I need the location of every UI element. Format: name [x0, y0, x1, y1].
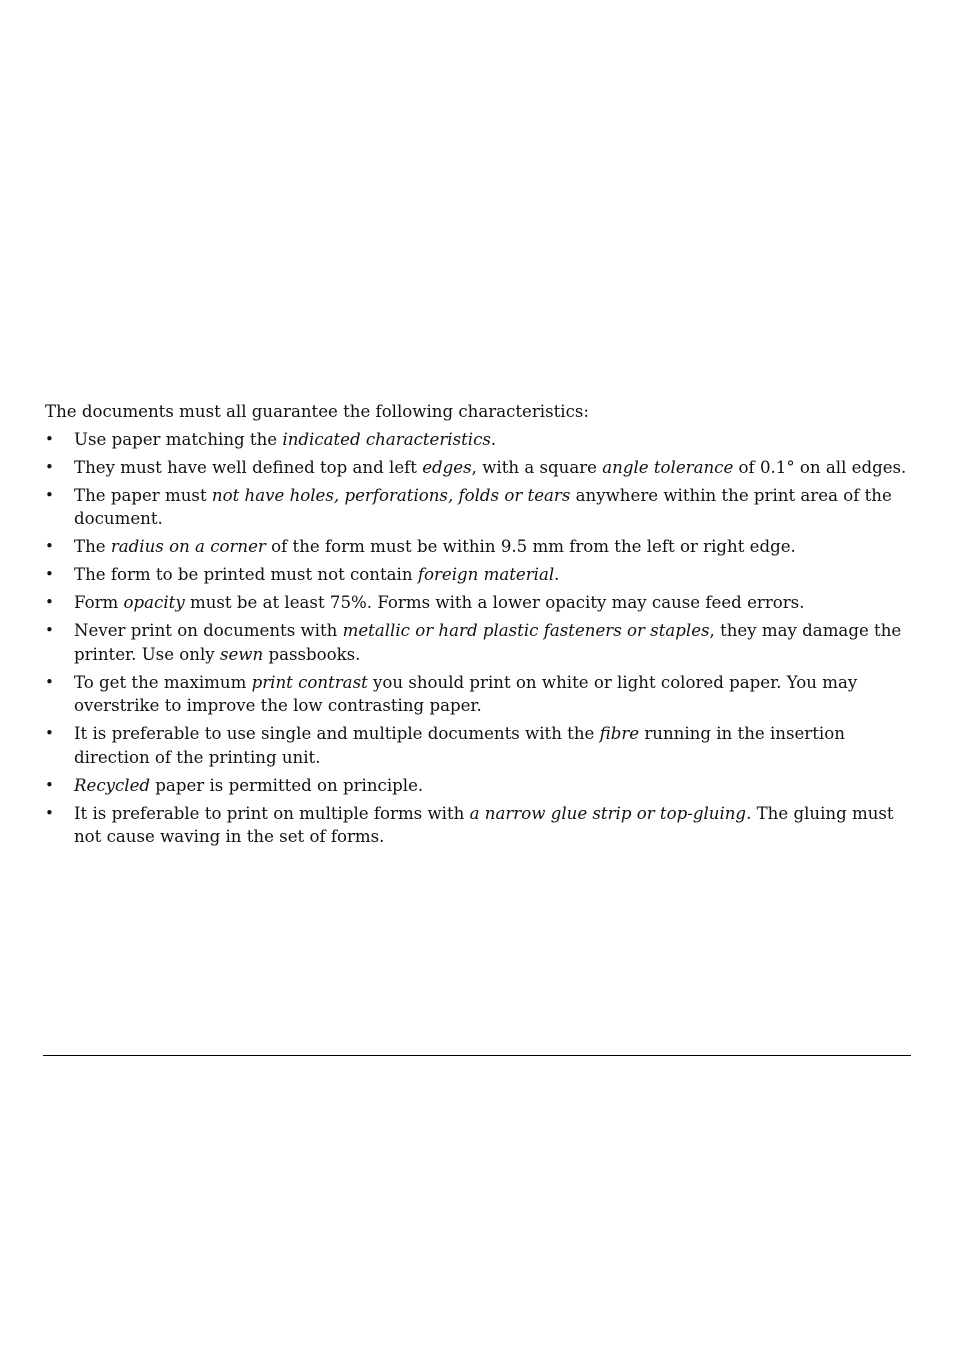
text-run: The form to be printed must not contain: [74, 565, 418, 584]
list-item-text: [74, 458, 906, 477]
list-item-text: [74, 673, 857, 716]
list-item-text: [74, 593, 804, 612]
text-run: It is preferable to use single and multiple documents with the: [74, 724, 600, 743]
list-item: [45, 591, 913, 615]
text-run: you should print on white or light colored paper. You may overstrike to improve the low contrasting paper.: [74, 672, 858, 715]
document-body: [45, 400, 913, 853]
text-run: It is preferable to print on multiple forms with: [74, 803, 470, 823]
text-run: paper is permitted on principle.: [150, 775, 424, 795]
list-item: [45, 774, 913, 798]
list-item: [45, 722, 913, 769]
bullet-icon: •: [45, 621, 54, 639]
text-run: . The gluing must not cause waving in the set of forms.: [74, 803, 894, 846]
list-item-text: [74, 724, 845, 767]
emphasis-text: indicated characteristics: [282, 429, 491, 449]
footer-divider: [43, 1055, 911, 1056]
bullet-icon: •: [45, 457, 54, 476]
emphasis-text: edges: [422, 457, 472, 477]
list-item-text: [74, 486, 892, 529]
list-item-text: [74, 565, 559, 584]
text-run: , with a square: [471, 457, 603, 477]
emphasis-text: fibre: [599, 724, 640, 743]
text-run: running in the insertion direction of the printing unit.: [74, 724, 845, 767]
list-item: [45, 535, 913, 559]
intro-paragraph: The documents must all guarantee the following characteristics:: [45, 402, 589, 421]
bullet-icon: •: [45, 775, 54, 794]
list-item: [45, 619, 913, 666]
text-run: of the form must be within 9.5 mm from the left or right edge.: [265, 537, 796, 556]
emphasis-text: angle tolerance: [602, 457, 734, 477]
text-run: anywhere within the print area of the document.: [74, 485, 892, 528]
emphasis-text: Recycled: [74, 775, 151, 795]
list-item-text: [74, 776, 423, 795]
text-run: Form: [74, 593, 124, 612]
text-run: .: [490, 429, 497, 449]
emphasis-text: metallic or hard plastic fasteners or staples: [342, 621, 710, 640]
emphasis-text: a narrow glue strip or top-gluing: [469, 803, 747, 823]
emphasis-text: print contrast: [251, 672, 368, 692]
list-item: [45, 428, 913, 452]
bullet-icon: •: [45, 565, 54, 583]
bullet-icon: •: [45, 803, 54, 822]
text-run: Never print on documents with: [74, 621, 343, 640]
text-run: The paper must: [74, 485, 212, 505]
text-run: passbooks.: [263, 644, 361, 664]
emphasis-text: opacity: [123, 593, 185, 612]
text-run: must be at least 75%. Forms with a lower opacity may cause feed errors.: [184, 593, 805, 612]
characteristics-list: [45, 428, 913, 849]
list-item-text: [74, 804, 894, 847]
bullet-icon: •: [45, 485, 54, 504]
bullet-icon: •: [45, 537, 54, 555]
text-run: They must have well defined top and left: [74, 457, 423, 477]
bullet-icon: •: [45, 429, 54, 448]
text-run: .: [554, 565, 560, 584]
text-run: , they may damage the printer. Use only: [74, 621, 902, 664]
text-run: To get the maximum: [74, 672, 252, 692]
bullet-icon: •: [45, 724, 54, 742]
text-run: Use paper matching the: [74, 429, 283, 449]
emphasis-text: sewn: [219, 644, 264, 664]
list-item: [45, 563, 913, 587]
text-run: of 0.1° on all edges.: [733, 457, 907, 477]
list-item: [45, 802, 913, 849]
list-item: [45, 671, 913, 718]
list-item-text: [74, 430, 496, 449]
text-run: The: [74, 537, 111, 556]
bullet-icon: •: [45, 593, 54, 611]
list-item: [45, 484, 913, 531]
emphasis-text: radius on a corner: [110, 537, 266, 556]
list-item: [45, 456, 913, 480]
list-item-text: [74, 621, 901, 664]
emphasis-text: foreign material: [417, 565, 555, 584]
list-item-text: [74, 537, 796, 556]
bullet-icon: •: [45, 672, 54, 691]
emphasis-text: not have holes, perforations, folds or tears: [211, 485, 571, 505]
